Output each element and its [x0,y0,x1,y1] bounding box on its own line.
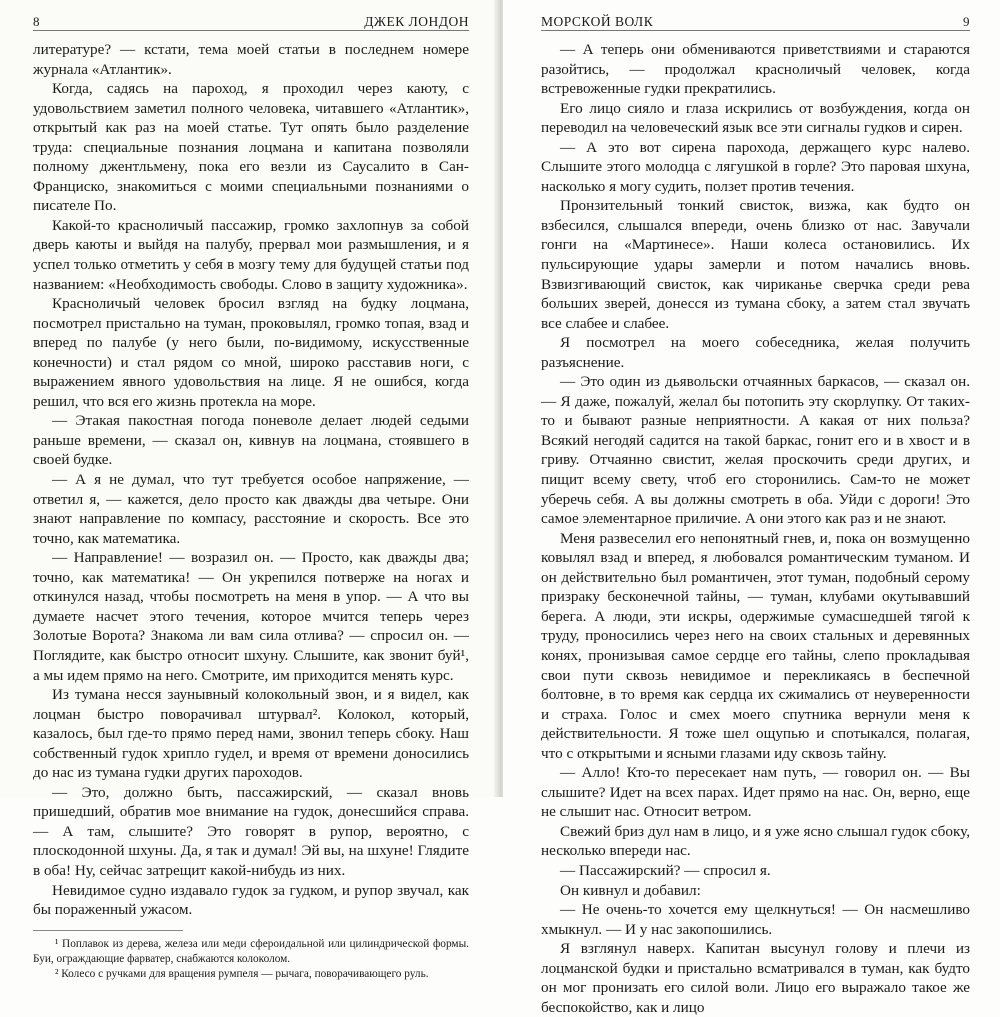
left-running-header [33,0,469,31]
paragraph: литературе? — кстати, тема моей статьи в последнем номере журнала «Атлантик». [33,41,469,78]
paragraph: Его лицо сияло и глаза искрились от возбуждения, когда он переводил на человеческий язык все эти сигналы гудков и сирен. [541,99,970,137]
paragraph: — А это вот сирена парохода, держащего курс налево. Слышите этого молодца с лягушкой в горле? Это паровая шхуна, насколько я могу судить, ползет против течения. [541,138,970,195]
paragraph: — Пассажирский? — спросил я. [560,861,771,879]
right-running-title: МОРСКОЙ ВОЛК [541,14,654,29]
paragraph: — Направление! — возразил он. — Просто, как дважды два; точно, как математика! — Он укрепился потверже на ногах и откинулся назад, чтобы посмотреть на меня в упор. — А что вы думаете насчет этого течения, которое мчится теперь через Золотые Ворота? Знакома ли вам сила отлива? — спросил он. — Поглядите, как быстро относит шхуну. Слышите, как звонит буй¹, а мы идем прямо на него. Смотрите, им приходится менять курс. [33,549,469,684]
right-page-text [541,40,970,1017]
footnote: ² Колесо с ручками для вращения румпеля — рычага, поворачивающего руль. [55,967,429,980]
paragraph: — Не очень-то хочется ему щелкнуться! — Он насмешливо хмыкнул. — И у нас закопошились. [541,901,970,938]
paragraph: Из тумана несся заунывный колокольный звон, и я видел, как лоцман быстро поворачивал штурвал². Колокол, который, казалось, был где-то прямо перед нами, звонил теперь сбоку. Наш собственный гудок хрипло гудел, и время от времени доносились до нас из тумана гудки других пароходов. [33,686,469,782]
paragraph: Я взглянул наверх. Капитан высунул голову и плечи из лоцманской будки и пристально всматривался в туман, как будто он мог пронизать его силой воли. Лицо его выражало такое же беспокойство, как и лицо [541,940,970,1016]
paragraph: — Алло! Кто-то пересекает нам путь, — говорил он. — Вы слышите? Идет на всех парах. Идет прямо на нас. Он, верно, еще не слышит нас. Относит ветром. [541,764,970,821]
paragraph: — Это, должно быть, пассажирский, — сказал вновь пришедший, обратив мое внимание на гудок, донесшийся справа. — А там, слышите? Это говорят в рупор, вероятно, с плоскодонной шхуны. Да, я так и думал! Эй вы, на шхуне! Глядите в оба! Ну, сейчас затрещит какой-нибудь из них. [33,783,469,879]
left-running-title: ДЖЕК ЛОНДОН [364,14,469,29]
paragraph: Я посмотрел на моего собеседника, желая получить разъяснение. [541,334,970,371]
paragraph: Пронзительный тонкий свисток, визжа, как будто он взбесился, слышался впереди, очень близко от нас. Завучали гонги на «Мартинесе». Наши колеса остановились. Их пульсирующие удары замерли и потом начались вновь. Взвизгивающий свисток, как чириканье сверчка среди рева больших зверей, донесся из тумана сбоку, а затем стал звучать все слабее и слабее. [541,197,970,332]
paragraph: — Этакая пакостная погода поневоле делает людей седыми раньше времени, — сказал он, кивнув на лоцмана, стоявшего в своей будке. [33,412,469,469]
paragraph: — Это один из дьявольски отчаянных баркасов, — сказал он. — Я даже, пожалуй, желал бы потопить эту скорлупку. От таких-то и бывают разные неприятности. А какая от них польза? Всякий негодяй садится на такой баркас, гонит его и в хвост и в гриву. Отчаянно свистит, желая проскочить среди других, и пищит всему свету, чтоб его сторонились. Сам-то не может уберечь себя. А вы должны смотреть в оба. Уйди с дороги! Это самое элементарное приличие. А они этого как раз и не знают. [541,373,970,528]
paragraph: Невидимое судно издавало гудок за гудком, и рупор звучал, как бы пораженный ужасом. [33,881,469,919]
right-page [503,0,1000,1016]
left-page-text [33,40,469,920]
footnotes [33,930,469,982]
paragraph: Красноличый человек бросил взгляд на будку лоцмана, посмотрел пристально на туман, проковылял, громко топая, взад и вперед по палубе (у него были, по-видимому, искусственные конечности) и стал рядом со мной, широко расставив ноги, с выражением явного удовольствия на лице. Я не ошибся, когда решил, что вся его жизнь протекла на море. [33,295,469,410]
paragraph: Какой-то красноличый пассажир, громко захлопнув за собой дверь каюты и выйдя на палубу, прервал мои размышления, и я успел только отметить у себя в мозгу тему для будущей статьи под названием: «Необходимость свободы. Слово в защиту художника». [33,216,469,293]
right-page-number: 9 [963,14,970,29]
paragraph: — А теперь они обмениваются приветствиями и стараются разойтись, — продолжал красноличый человек, когда встревоженные гудки прекратились. [541,41,970,98]
paragraph: — А я не думал, что тут требуется особое напряжение, — ответил я, — кажется, дело просто как дважды два четыре. Они знают направление по компасу, расстояние и скорость. Все это точно, как математика. [33,471,469,547]
right-running-header [541,0,970,31]
footnote: ¹ Поплавок из дерева, железа или меди сфероидальной или цилиндрической формы. Буи, ограждающие фарватер, снабжаются колоколом. [33,937,469,965]
left-page [0,0,497,980]
left-page-number: 8 [33,14,40,29]
paragraph: Он кивнул и добавил: [560,881,701,899]
paragraph: Меня развеселил его непонятный гнев, и, пока он возмущенно ковылял взад и вперед, я любовался романтическим туманом. И он действительно был романтичен, этот туман, подобный серому призраку бесконечной тайны, — туман, клубами окутывавший берега. А люди, эти искры, одержимые сумасшедшей тягой к труду, проносились через него на своих стальных и деревянных конях, пронизывая самое сердце его тайны, слепо прокладывая свои пути сквозь невидимое и перекликаясь в беспечной болтовне, в то время как сердца их сжимались от неуверенности и страха. Голос и смех моего спутника вернули меня к действительности. Я тоже шел ощупью и спотыкался, полагая, что с открытыми и ясными глазами иду сквозь тайну. [541,529,970,762]
paragraph: Свежий бриз дул нам в лицо, и я уже ясно слышал гудок сбоку, несколько впереди нас. [541,822,970,860]
paragraph: Когда, садясь на пароход, я проходил через каюту, с удовольствием заметил полного человека, читавшего «Атлантик», открытый как раз на моей статье. Тут опять было разделение труда: специальные познания лоцмана и капитана позволяли полному джентльмену, пока его везли из Саусалито в Сан-Франциско, знакомиться с моими специальными познаниями о писателе По. [33,80,469,215]
